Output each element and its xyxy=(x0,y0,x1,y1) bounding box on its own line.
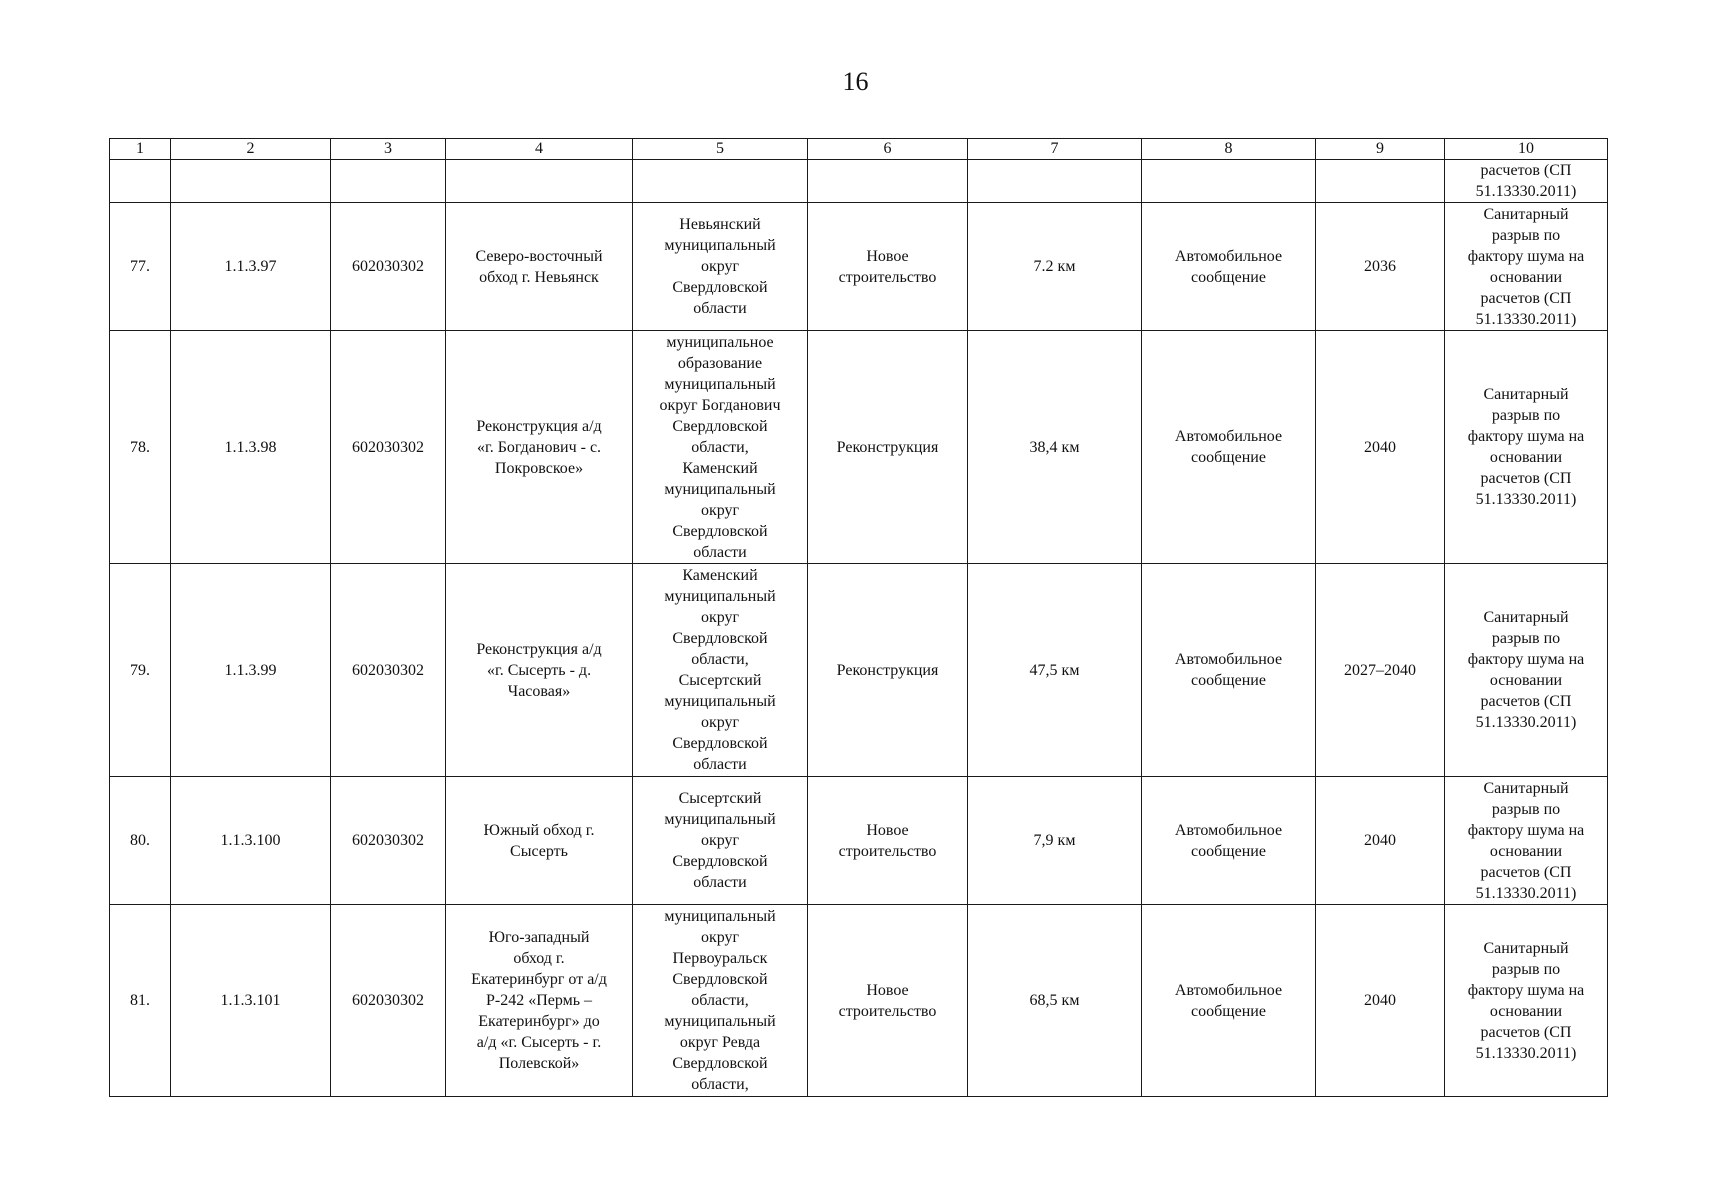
column-header: 1 xyxy=(110,139,171,160)
type-code-cell: 602030302 xyxy=(331,905,446,1097)
zone-text: Санитарный разрыв по фактору шума на основании расчетов (СП 51.13330.2011) xyxy=(1467,939,1585,1062)
object-name-text: Реконструкция а/д «г. Сысерть - д. Часовая» xyxy=(476,640,602,700)
work-type-text: Новое строительство xyxy=(838,981,937,1020)
work-type-text: Новое строительство xyxy=(838,247,937,286)
column-number-row xyxy=(110,139,1608,160)
location-text: Сысертский муниципальный округ Свердловской области xyxy=(664,790,776,891)
year-cell: 2040 xyxy=(1316,331,1445,564)
object-code-cell: 1.1.3.101 xyxy=(171,905,331,1097)
zone-text: расчетов (СП 51.13330.2011) xyxy=(1475,162,1577,200)
zone-cell xyxy=(1445,564,1608,777)
object-code-cell: 1.1.3.98 xyxy=(171,331,331,564)
zone-cell xyxy=(1445,203,1608,331)
table-cell xyxy=(171,160,331,203)
length-cell: 7,9 км xyxy=(968,777,1142,905)
table-row xyxy=(110,905,1608,1097)
location-cell xyxy=(633,203,808,331)
location-text: муниципальный округ Первоуральск Свердловской области, муниципальный округ Ревда Свердловской области, xyxy=(664,908,776,1093)
zone-cell xyxy=(1445,905,1608,1097)
object-name-text: Реконструкция а/д «г. Богданович - с. Покровское» xyxy=(476,417,602,477)
work-type-text: Реконструкция xyxy=(836,438,939,456)
table-cell xyxy=(808,160,968,203)
type-code-cell: 602030302 xyxy=(331,777,446,905)
column-header: 9 xyxy=(1316,139,1445,160)
object-name-cell xyxy=(446,564,633,777)
location-cell xyxy=(633,777,808,905)
zone-text: Санитарный разрыв по фактору шума на основании расчетов (СП 51.13330.2011) xyxy=(1467,386,1585,508)
purpose-text: Автомобильное сообщение xyxy=(1174,821,1283,860)
table-cell xyxy=(446,160,633,203)
row-number-cell: 77. xyxy=(110,203,171,331)
table-row xyxy=(110,564,1608,777)
object-code-cell: 1.1.3.100 xyxy=(171,777,331,905)
page-number: 16 xyxy=(842,67,869,96)
zone-text: Санитарный разрыв по фактору шума на основании расчетов (СП 51.13330.2011) xyxy=(1467,779,1585,902)
row-number-cell: 80. xyxy=(110,777,171,905)
object-name-cell xyxy=(446,777,633,905)
location-cell xyxy=(633,564,808,777)
object-name-text: Южный обход г. Сысерть xyxy=(483,821,595,860)
purpose-cell xyxy=(1142,564,1316,777)
object-name-text: Северо-восточный обход г. Невьянск xyxy=(475,247,603,286)
purpose-cell xyxy=(1142,203,1316,331)
object-name-text: Юго-западный обход г. Екатеринбург от а/д Р-242 «Пермь – Екатеринбург» до а/д «г. Сысерть - г. Полевской» xyxy=(471,929,607,1072)
length-cell: 47,5 км xyxy=(968,564,1142,777)
year-cell: 2027–2040 xyxy=(1316,564,1445,777)
table-cell xyxy=(331,160,446,203)
table-row xyxy=(110,777,1608,905)
type-code-cell: 602030302 xyxy=(331,564,446,777)
object-registry-table xyxy=(109,138,1608,1097)
object-name-cell xyxy=(446,203,633,331)
purpose-cell xyxy=(1142,905,1316,1097)
continuation-row xyxy=(110,160,1608,203)
work-type-text: Реконструкция xyxy=(836,661,939,679)
work-type-text: Новое строительство xyxy=(838,821,937,860)
purpose-cell xyxy=(1142,777,1316,905)
table-cell xyxy=(968,160,1142,203)
work-type-cell xyxy=(808,777,968,905)
row-number-cell: 79. xyxy=(110,564,171,777)
column-header: 4 xyxy=(446,139,633,160)
location-text: Каменский муниципальный округ Свердловской области, Сысертский муниципальный округ Свердловской области xyxy=(664,567,776,773)
purpose-text: Автомобильное сообщение xyxy=(1174,651,1283,689)
object-code-cell: 1.1.3.97 xyxy=(171,203,331,331)
column-header: 8 xyxy=(1142,139,1316,160)
type-code-cell: 602030302 xyxy=(331,203,446,331)
table-cell xyxy=(1316,160,1445,203)
location-text: Невьянский муниципальный округ Свердловской области xyxy=(664,216,776,317)
purpose-text: Автомобильное сообщение xyxy=(1174,428,1283,466)
purpose-cell xyxy=(1142,331,1316,564)
table-row xyxy=(110,203,1608,331)
work-type-cell xyxy=(808,203,968,331)
table-cell xyxy=(1142,160,1316,203)
zone-cell xyxy=(1445,777,1608,905)
column-header: 2 xyxy=(171,139,331,160)
zone-text: Санитарный разрыв по фактору шума на основании расчетов (СП 51.13330.2011) xyxy=(1467,205,1585,328)
length-cell: 38,4 км xyxy=(968,331,1142,564)
column-header: 5 xyxy=(633,139,808,160)
column-header: 3 xyxy=(331,139,446,160)
year-cell: 2036 xyxy=(1316,203,1445,331)
work-type-cell xyxy=(808,564,968,777)
table-row xyxy=(110,331,1608,564)
year-cell: 2040 xyxy=(1316,905,1445,1097)
object-name-cell xyxy=(446,905,633,1097)
zone-cell xyxy=(1445,160,1608,203)
length-cell: 68,5 км xyxy=(968,905,1142,1097)
work-type-cell xyxy=(808,905,968,1097)
purpose-text: Автомобильное сообщение xyxy=(1174,247,1283,286)
location-text: муниципальное образование муниципальный округ Богданович Свердловской области, Каменский муниципальный округ Свердловской области xyxy=(659,333,781,561)
location-cell xyxy=(633,331,808,564)
location-cell xyxy=(633,905,808,1097)
zone-text: Санитарный разрыв по фактору шума на основании расчетов (СП 51.13330.2011) xyxy=(1467,609,1585,731)
row-number-cell: 78. xyxy=(110,331,171,564)
column-header: 7 xyxy=(968,139,1142,160)
year-cell: 2040 xyxy=(1316,777,1445,905)
row-number-cell: 81. xyxy=(110,905,171,1097)
table-cell xyxy=(110,160,171,203)
purpose-text: Автомобильное сообщение xyxy=(1174,981,1283,1020)
object-code-cell: 1.1.3.99 xyxy=(171,564,331,777)
column-header: 6 xyxy=(808,139,968,160)
type-code-cell: 602030302 xyxy=(331,331,446,564)
object-name-cell xyxy=(446,331,633,564)
zone-cell xyxy=(1445,331,1608,564)
work-type-cell xyxy=(808,331,968,564)
column-header: 10 xyxy=(1445,139,1608,160)
table-cell xyxy=(633,160,808,203)
length-cell: 7.2 км xyxy=(968,203,1142,331)
